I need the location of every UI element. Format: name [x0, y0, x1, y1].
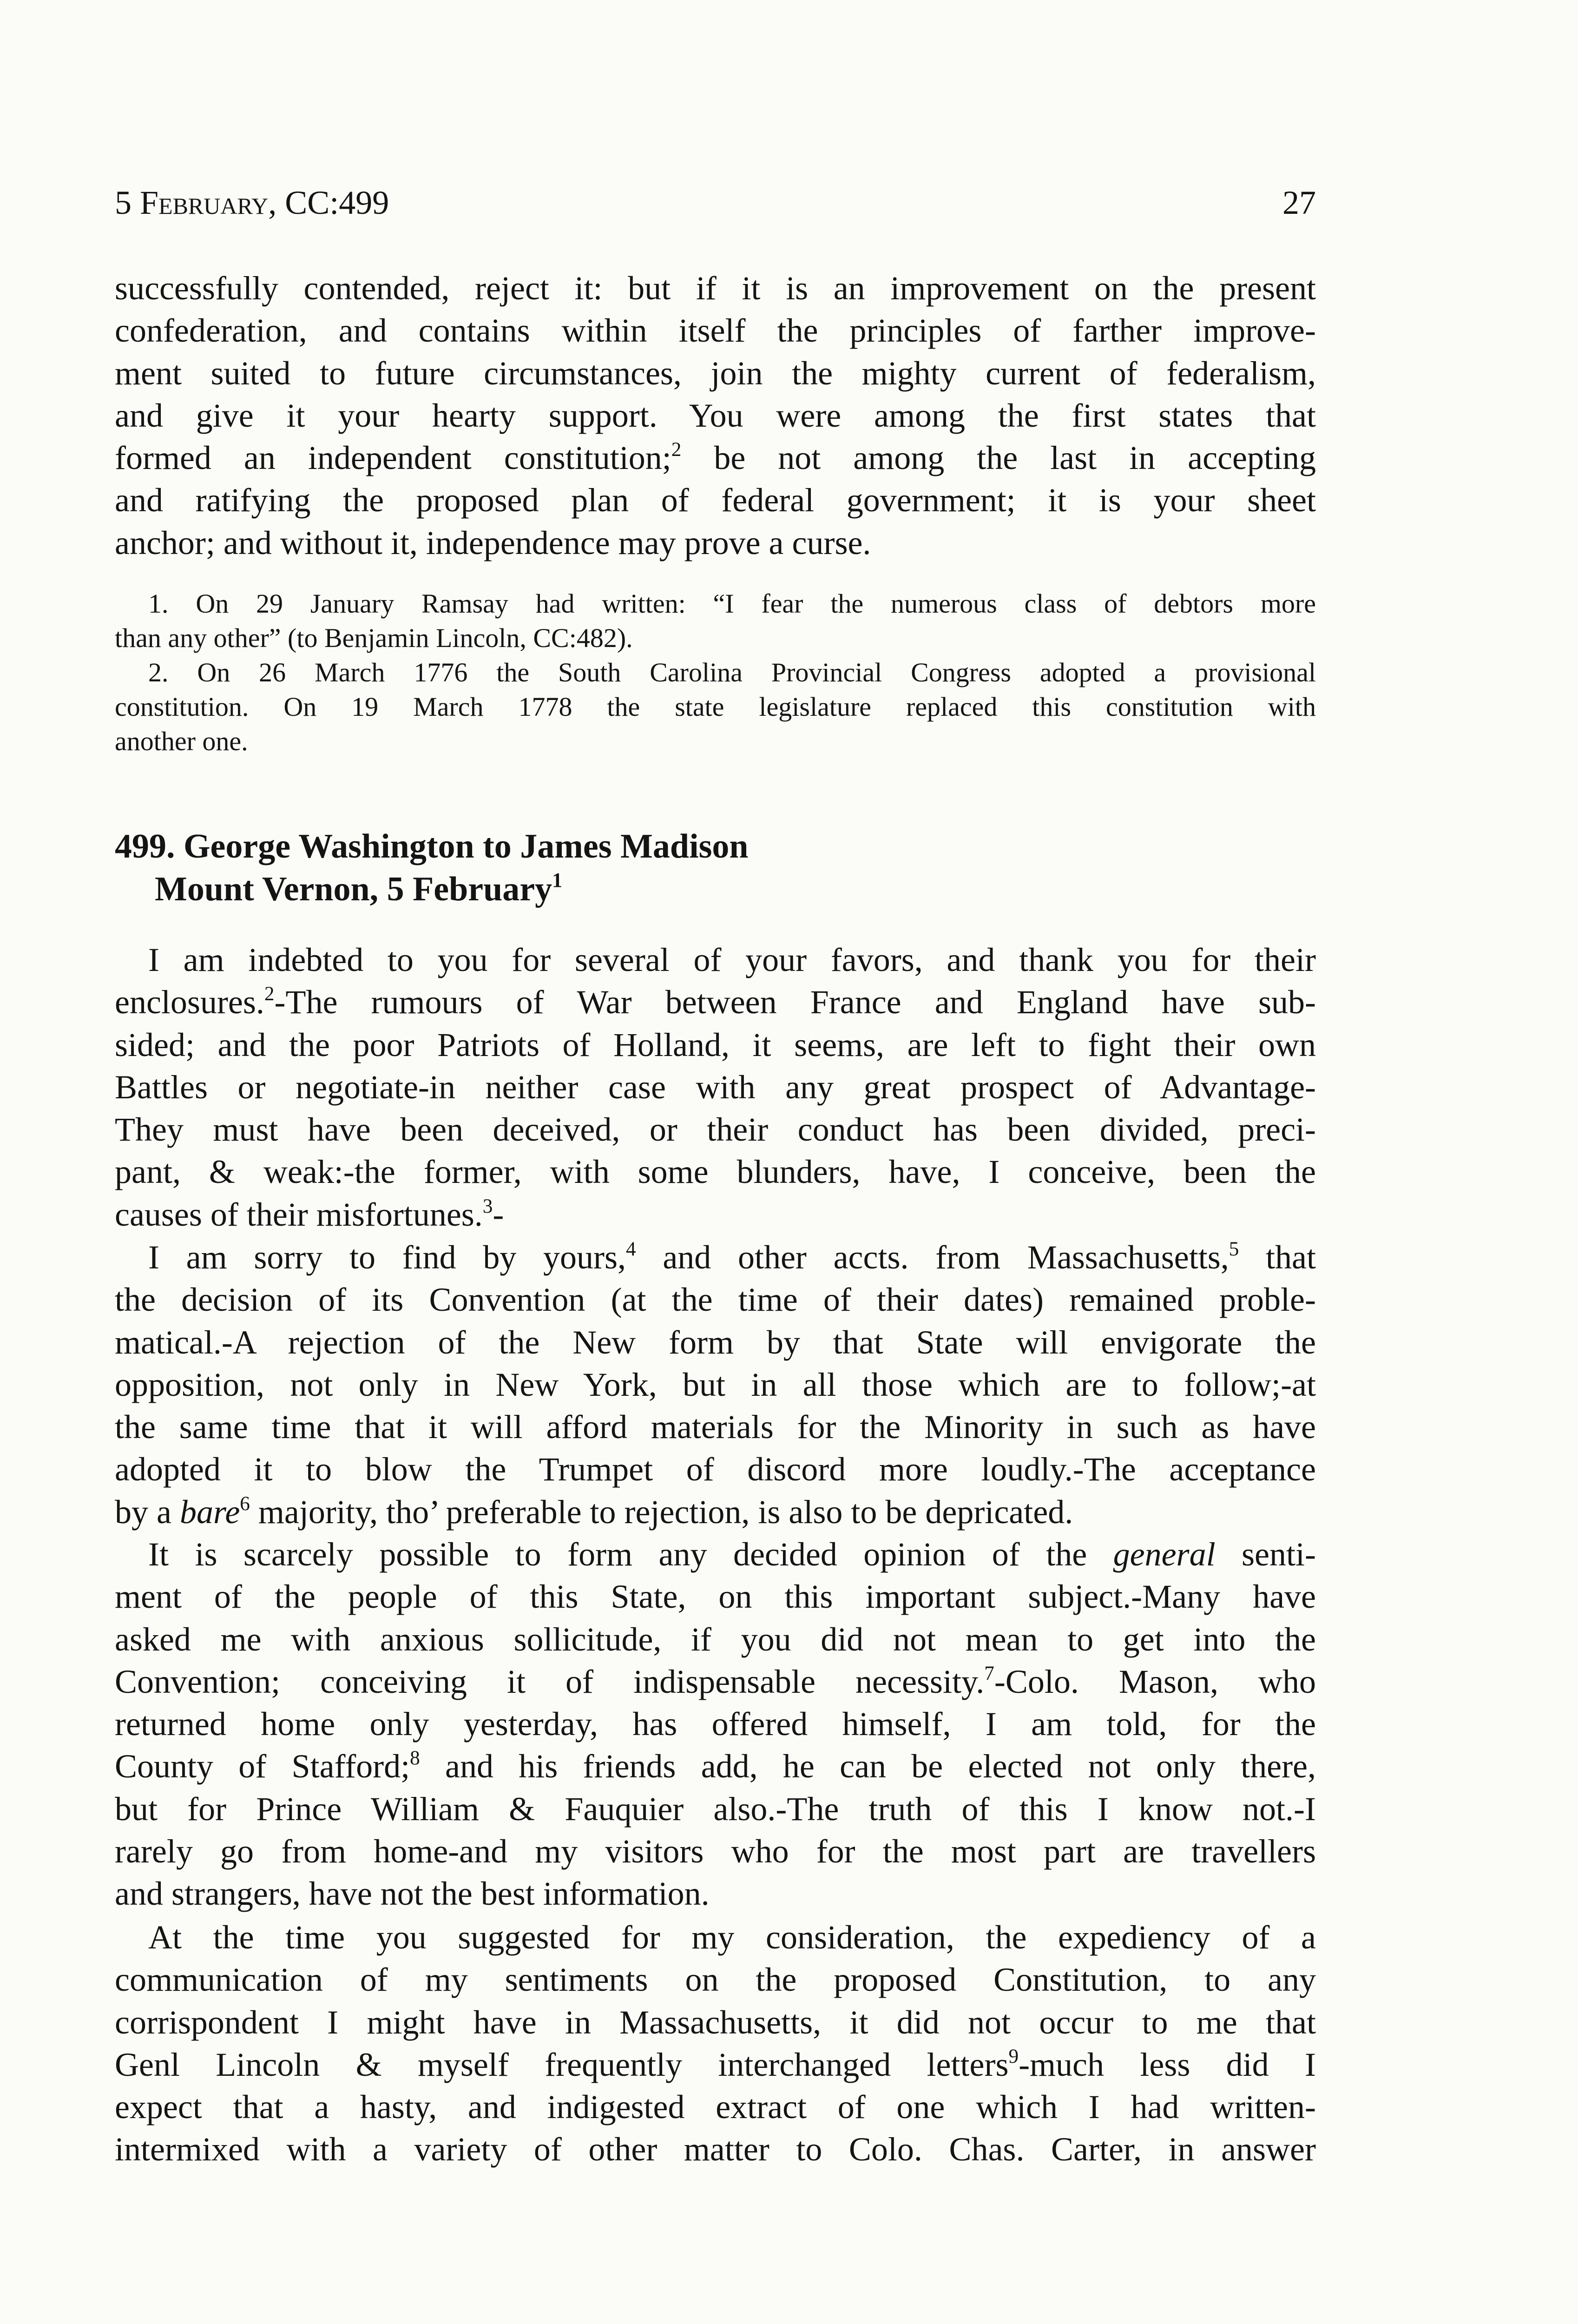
letter-paragraph-1: [115, 939, 1316, 1236]
text-line: opposition, not only in New York, but in all those which are to follow;-at: [115, 1366, 1316, 1403]
footnote-ref: 2: [671, 439, 682, 461]
text-line: successfully contended, reject it: but if it is an improvement on the present: [115, 270, 1316, 307]
header-day: 5: [115, 184, 140, 221]
footnote-ref: 9: [1008, 2045, 1019, 2067]
text-segment: -much less did I: [1019, 2046, 1316, 2083]
text-line: returned home only yesterday, has offered himself, I am told, for the: [115, 1705, 1316, 1743]
footnote-ref: 4: [626, 1238, 636, 1260]
header-document-ref: , CC:499: [268, 184, 389, 221]
text-segment: and his friends add, he can be elected not only there,: [420, 1748, 1316, 1785]
text-segment: formed an independent constitution;: [115, 439, 671, 477]
text-line: intermixed with a variety of other matter to Colo. Chas. Carter, in answer: [115, 2131, 1316, 2168]
text-segment: be not among the last in accepting: [681, 439, 1316, 477]
text-segment: County of Stafford;: [115, 1748, 410, 1785]
text-segment: senti-: [1215, 1536, 1316, 1573]
text-line: [115, 437, 1316, 479]
text-line: [115, 1194, 1316, 1236]
text-line: and ratifying the proposed plan of federal government; it is your sheet: [115, 482, 1316, 519]
text-segment: -: [493, 1195, 504, 1233]
place-date-text: Mount Vernon, 5 February: [155, 870, 552, 908]
footnote-ref: 5: [1229, 1238, 1239, 1260]
footnote-ref: 1: [552, 868, 563, 892]
page-number: 27: [1282, 184, 1316, 221]
letter-paragraph-4: [115, 1916, 1316, 2171]
text-line: adopted it to blow the Trumpet of discord more loudly.-The acceptance: [115, 1451, 1316, 1488]
text-line: [115, 1533, 1316, 1576]
text-line: [115, 981, 1316, 1023]
footnote-line: than any other” (to Benjamin Lincoln, CC:482).: [115, 623, 633, 653]
document-place-date: [115, 868, 1316, 911]
footnote-line: another one.: [115, 726, 248, 756]
text-line: matical.-A rejection of the New form by that State will envigorate the: [115, 1323, 1316, 1361]
italic-word: general: [1113, 1536, 1216, 1573]
text-segment: by a: [115, 1493, 180, 1531]
text-line: I am indebted to you for several of your favors, and thank you for their: [148, 941, 1316, 978]
text-line: rarely go from home-and my visitors who for the most part are travellers: [115, 1833, 1316, 1870]
intro-footnotes: [115, 587, 1316, 759]
text-segment: causes of their misfortunes.: [115, 1195, 483, 1233]
footnote-ref: 8: [410, 1747, 420, 1769]
document-heading: [115, 825, 1316, 911]
text-line: the decision of its Convention (at the time of their dates) remained proble-: [115, 1281, 1316, 1319]
text-line: pant, & weak:-the former, with some blunders, have, I conceive, been the: [115, 1153, 1316, 1191]
text-segment: enclosures.: [115, 984, 264, 1021]
footnote-line: constitution. On 19 March 1778 the state legislature replaced this constitution with: [115, 692, 1316, 722]
text-line: At the time you suggested for my consideration, the expediency of a: [148, 1919, 1316, 1956]
text-line: expect that a hasty, and indigested extract of one which I had written-: [115, 2088, 1316, 2126]
text-segment: majority, tho’ preferable to rejection, is also to be depricated.: [250, 1493, 1073, 1531]
text-line: ment of the people of this State, on this important subject.-Many have: [115, 1578, 1316, 1616]
intro-paragraph: [115, 267, 1316, 564]
footnote-line: 1. On 29 January Ramsay had written: “I fear the numerous class of debtors more: [148, 588, 1316, 619]
text-line: and strangers, have not the best information.: [115, 1875, 710, 1913]
text-line: They must have been deceived, or their conduct has been divided, preci-: [115, 1111, 1316, 1149]
text-segment: -The rumours of War between France and England have sub-: [274, 984, 1316, 1021]
footnote-ref: 7: [984, 1662, 994, 1684]
text-segment: Genl Lincoln & myself frequently interchanged letters: [115, 2046, 1009, 2083]
text-line: ment suited to future circumstances, join the mighty current of federalism,: [115, 354, 1316, 392]
text-segment: Convention; conceiving it of indispensable necessity.: [115, 1663, 985, 1700]
text-line: asked me with anxious sollicitude, if you did not mean to get into the: [115, 1620, 1316, 1658]
text-segment: and other accts. from Massachusetts,: [636, 1239, 1229, 1276]
text-line: [115, 1661, 1316, 1703]
text-line: but for Prince William & Fauquier also.-The truth of this I know not.-I: [115, 1790, 1316, 1828]
footnote-ref: 3: [482, 1195, 493, 1217]
text-line: [115, 2044, 1316, 2086]
text-segment: that: [1239, 1239, 1316, 1276]
document-title: 499. George Washington to James Madison: [115, 827, 749, 865]
text-line: anchor; and without it, independence may prove a curse.: [115, 524, 871, 561]
text-line: corrispondent I might have in Massachusetts, it did not occur to me that: [115, 2003, 1316, 2041]
text-line: and give it your hearty support. You were among the first states that: [115, 396, 1316, 434]
text-line: Battles or negotiate-in neither case with any great prospect of Advantage-: [115, 1068, 1316, 1106]
footnote-ref: 2: [264, 983, 275, 1005]
letter-paragraph-3: [115, 1533, 1316, 1915]
text-line: the same time that it will afford materials for the Minority in such as have: [115, 1408, 1316, 1446]
running-header: [115, 179, 1316, 226]
footnote-ref: 6: [240, 1492, 250, 1515]
letter-paragraph-2: [115, 1236, 1316, 1533]
text-segment: I am sorry to find by yours,: [148, 1239, 626, 1276]
footnote-line: 2. On 26 March 1776 the South Carolina Provincial Congress adopted a provisional: [148, 657, 1316, 687]
text-line: [115, 1745, 1316, 1788]
text-line: confederation, and contains within itself the principles of farther improve-: [115, 312, 1316, 350]
text-line: [115, 1236, 1316, 1279]
text-line: [115, 1491, 1316, 1533]
text-segment: It is scarcely possible to form any decided opinion of the: [148, 1536, 1113, 1573]
text-line: sided; and the poor Patriots of Holland, it seems, are left to fight their own: [115, 1026, 1316, 1063]
italic-word: bare: [179, 1493, 240, 1531]
running-head-date: [115, 179, 389, 226]
text-segment: -Colo. Mason, who: [994, 1663, 1316, 1700]
header-month: February: [140, 184, 269, 221]
text-line: communication of my sentiments on the proposed Constitution, to any: [115, 1961, 1316, 1999]
